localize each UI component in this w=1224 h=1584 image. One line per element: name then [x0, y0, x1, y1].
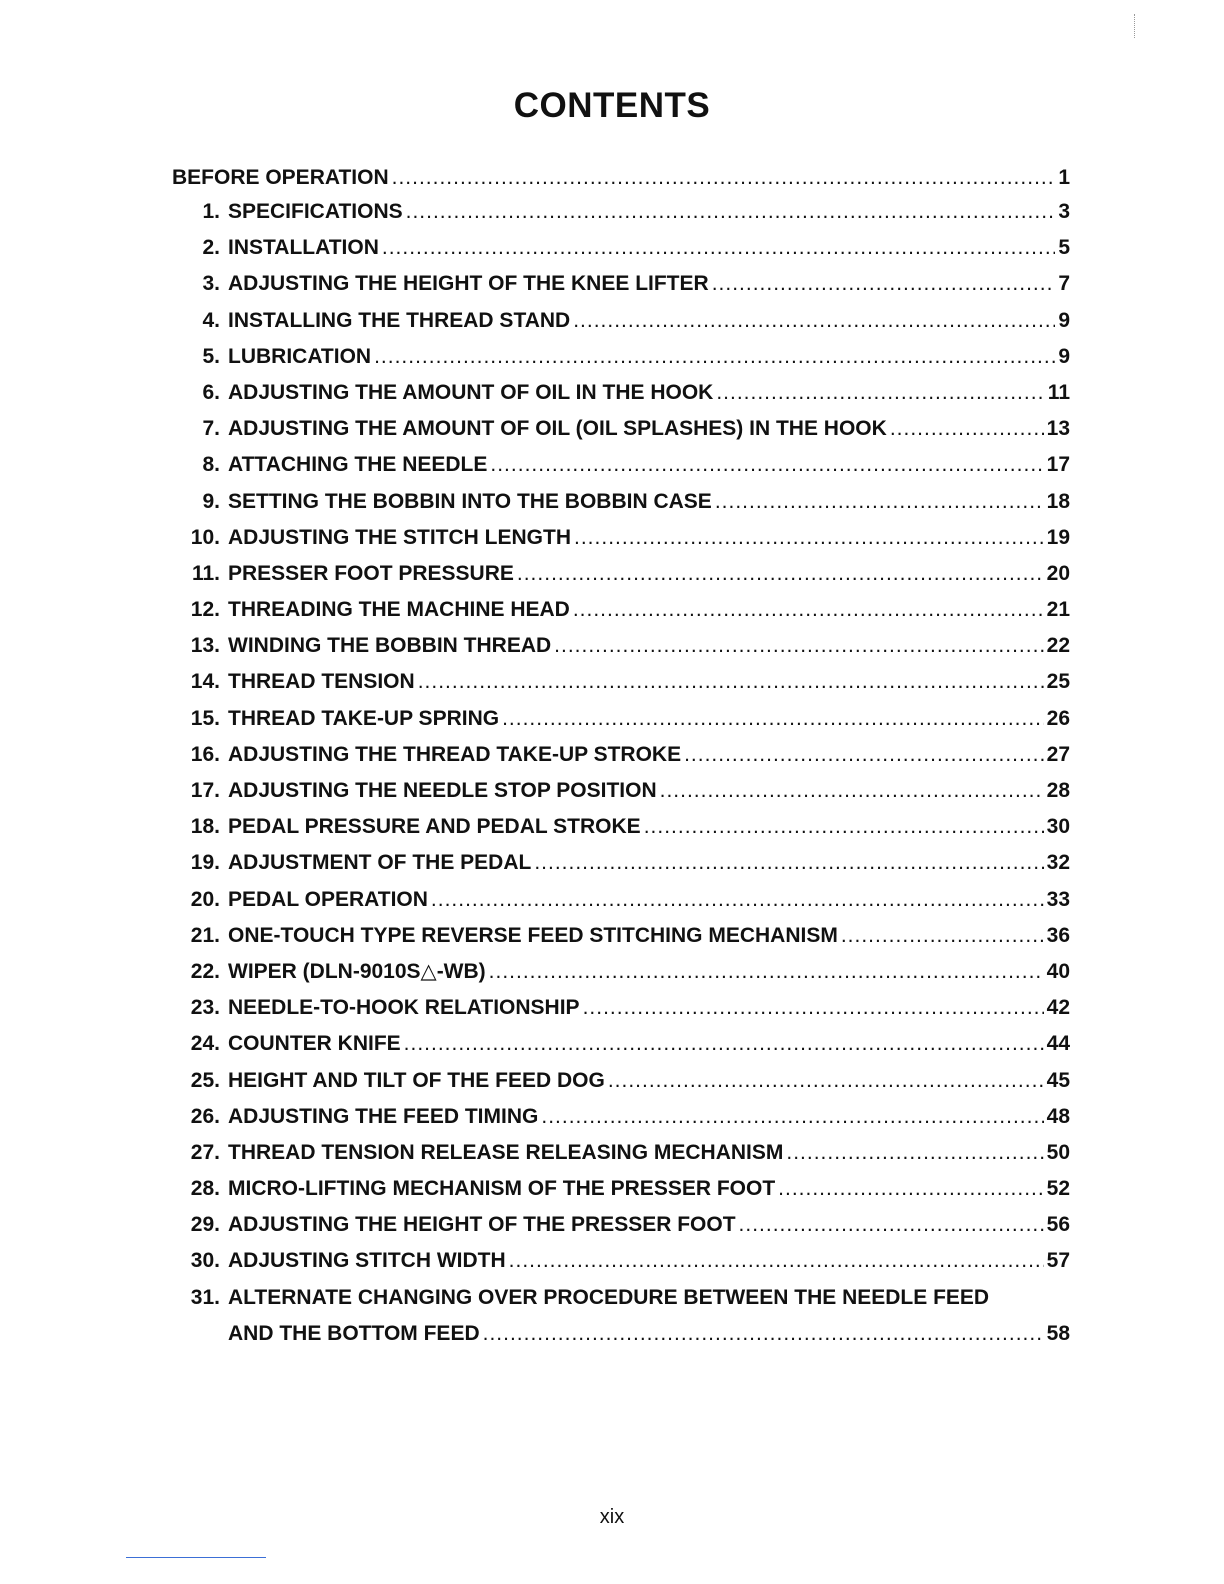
toc-row[interactable] — [172, 484, 1070, 520]
toc-leader-dots — [509, 1243, 1044, 1279]
toc-item-page: 26 — [1046, 706, 1070, 730]
toc-leader-dots — [483, 1316, 1044, 1352]
toc-item-page: 18 — [1046, 489, 1070, 513]
toc-row[interactable] — [172, 375, 1070, 411]
toc-item-label: ADJUSTING THE STITCH LENGTH — [228, 525, 572, 549]
toc-section-page: 1 — [1058, 166, 1070, 189]
page-number-footer: xix — [599, 1506, 625, 1528]
toc-row[interactable] — [172, 1063, 1070, 1099]
toc-item-label: ADJUSTING THE AMOUNT OF OIL (OIL SPLASHES) IN THE HOOK — [228, 417, 887, 441]
toc-item-label: SETTING THE BOBBIN INTO THE BOBBIN CASE — [228, 489, 712, 513]
toc-row[interactable] — [172, 1171, 1070, 1207]
toc-item-label: ONE-TOUCH TYPE REVERSE FEED STITCHING MECHANISM — [228, 923, 838, 947]
toc-row-continuation[interactable] — [172, 1316, 1070, 1352]
toc-leader-dots — [418, 664, 1044, 700]
toc-row[interactable] — [172, 990, 1070, 1026]
toc-item-number: 15. — [190, 706, 220, 730]
toc-row[interactable] — [172, 1207, 1070, 1243]
toc-item-label: INSTALLING THE THREAD STAND — [228, 308, 571, 332]
toc-leader-dots — [583, 990, 1044, 1026]
toc-item-page: 20 — [1046, 561, 1070, 585]
toc-item-number: 3. — [202, 272, 220, 296]
toc-leader-dots — [574, 520, 1044, 556]
toc-item-page: 44 — [1046, 1032, 1070, 1056]
toc-row[interactable] — [172, 411, 1070, 447]
toc-item-number: 6. — [202, 380, 220, 404]
toc-item-page: 19 — [1046, 525, 1070, 549]
toc-item-label: INSTALLATION — [228, 236, 379, 260]
toc-item-number: 16. — [190, 742, 220, 766]
toc-item-label: PEDAL OPERATION — [228, 887, 428, 911]
toc-item-label: COUNTER KNIFE — [228, 1032, 401, 1056]
toc-leader-dots — [841, 918, 1044, 954]
toc-leader-dots — [392, 162, 1056, 194]
toc-item-number: 19. — [190, 851, 220, 875]
toc-item-number: 18. — [190, 815, 220, 839]
toc-item-number: 17. — [190, 779, 220, 802]
toc-item-number: 28. — [190, 1177, 220, 1201]
toc-item-label: ADJUSTING STITCH WIDTH — [228, 1249, 506, 1273]
toc-section-label: BEFORE OPERATION — [172, 166, 389, 189]
toc-leader-dots — [541, 1099, 1043, 1135]
toc-section-row[interactable] — [172, 162, 1070, 194]
toc-leader-dots — [684, 737, 1044, 773]
table-of-contents — [172, 162, 1070, 1352]
toc-item-number: 29. — [190, 1213, 220, 1237]
toc-item-page: 48 — [1046, 1104, 1070, 1128]
toc-item-label: PRESSER FOOT PRESSURE — [228, 561, 514, 585]
toc-item-number: 22. — [190, 959, 220, 983]
toc-row[interactable] — [172, 701, 1070, 737]
toc-row[interactable] — [172, 230, 1070, 266]
toc-item-label: MICRO-LIFTING MECHANISM OF THE PRESSER FOOT — [228, 1177, 776, 1201]
toc-item-page: 11 — [1047, 380, 1070, 404]
toc-item-page: 13 — [1046, 417, 1070, 441]
toc-leader-dots — [716, 375, 1044, 411]
toc-item-label: HEIGHT AND TILT OF THE FEED DOG — [228, 1068, 605, 1092]
toc-item-label: ADJUSTING THE HEIGHT OF THE KNEE LIFTER — [228, 272, 709, 296]
toc-item-number: 25. — [190, 1068, 220, 1092]
toc-item-number: 23. — [190, 996, 220, 1020]
toc-item-page: 7 — [1058, 272, 1070, 296]
toc-item-label: ALTERNATE CHANGING OVER PROCEDURE BETWEEN THE NEEDLE FEED — [228, 1285, 990, 1309]
toc-row[interactable] — [172, 520, 1070, 556]
toc-item-number: 11. — [191, 561, 220, 585]
toc-leader-dots — [406, 194, 1056, 230]
toc-item-number: 31. — [190, 1285, 220, 1309]
footer-link-underline — [126, 1557, 266, 1558]
toc-item-page: 36 — [1046, 923, 1070, 947]
toc-row[interactable] — [172, 954, 1070, 990]
toc-item-label: THREAD TENSION RELEASE RELEASING MECHANISM — [228, 1140, 784, 1164]
toc-row[interactable] — [172, 266, 1070, 302]
toc-row[interactable] — [172, 737, 1070, 773]
toc-leader-dots — [404, 1026, 1044, 1062]
toc-row[interactable] — [172, 882, 1070, 918]
toc-row[interactable] — [172, 447, 1070, 483]
toc-item-label: LUBRICATION — [228, 344, 372, 368]
toc-item-number: 5. — [202, 344, 220, 368]
toc-row[interactable] — [172, 556, 1070, 592]
toc-item-label: NEEDLE-TO-HOOK RELATIONSHIP — [228, 996, 580, 1020]
toc-row[interactable] — [172, 1280, 1070, 1316]
toc-item-label: ADJUSTING THE NEEDLE STOP POSITION — [228, 779, 657, 802]
toc-item-page: 3 — [1058, 200, 1070, 223]
toc-item-label: ATTACHING THE NEEDLE — [228, 453, 488, 477]
toc-item-number: 30. — [190, 1249, 220, 1273]
toc-item-number: 4. — [202, 308, 220, 332]
toc-item-number: 14. — [190, 670, 220, 694]
toc-item-label: WIPER (DLN-9010S△-WB) — [228, 959, 486, 983]
toc-item-page: 33 — [1046, 887, 1070, 911]
toc-leader-dots — [490, 447, 1043, 483]
toc-row[interactable] — [172, 1243, 1070, 1279]
toc-item-label: WINDING THE BOBBIN THREAD — [228, 634, 552, 658]
toc-item-number: 8. — [202, 453, 220, 477]
toc-item-page: 52 — [1046, 1177, 1070, 1201]
toc-item-page: 56 — [1046, 1213, 1070, 1237]
toc-item-page: 58 — [1046, 1321, 1070, 1345]
toc-item-label: ADJUSTING THE AMOUNT OF OIL IN THE HOOK — [228, 380, 714, 404]
toc-item-page: 9 — [1058, 344, 1070, 368]
toc-row[interactable] — [172, 592, 1070, 628]
toc-leader-dots — [739, 1207, 1044, 1243]
toc-row[interactable] — [172, 845, 1070, 881]
toc-row[interactable] — [172, 664, 1070, 700]
toc-item-page: 21 — [1046, 598, 1070, 622]
toc-leader-dots — [534, 845, 1043, 881]
toc-item-page: 30 — [1046, 815, 1070, 839]
toc-item-page: 32 — [1046, 851, 1070, 875]
toc-row[interactable] — [172, 918, 1070, 954]
toc-item-label: THREAD TENSION — [228, 670, 415, 694]
toc-leader-dots — [660, 773, 1044, 809]
toc-row[interactable] — [172, 809, 1070, 845]
toc-item-label: ADJUSTING THE FEED TIMING — [228, 1104, 539, 1128]
toc-leader-dots — [573, 303, 1055, 339]
toc-leader-dots — [715, 484, 1044, 520]
toc-item-page: 25 — [1046, 670, 1070, 694]
toc-leader-dots — [890, 411, 1044, 447]
toc-item-page: 9 — [1058, 308, 1070, 332]
toc-row[interactable] — [172, 194, 1070, 230]
toc-row[interactable] — [172, 1099, 1070, 1135]
toc-row[interactable] — [172, 339, 1070, 375]
toc-item-number: 21. — [190, 923, 220, 947]
toc-leader-dots — [517, 556, 1044, 592]
toc-leader-dots — [644, 809, 1044, 845]
toc-item-label: PEDAL PRESSURE AND PEDAL STROKE — [228, 815, 641, 839]
toc-item-label: SPECIFICATIONS — [228, 200, 403, 223]
toc-leader-dots — [502, 701, 1044, 737]
toc-leader-dots — [374, 339, 1055, 375]
toc-item-number: 24. — [190, 1032, 220, 1056]
toc-item-page: 42 — [1046, 996, 1070, 1020]
toc-row[interactable] — [172, 303, 1070, 339]
toc-leader-dots — [489, 954, 1044, 990]
toc-row[interactable] — [172, 1026, 1070, 1062]
scan-mark — [1134, 14, 1136, 38]
toc-leader-dots — [608, 1063, 1044, 1099]
toc-item-label: THREAD TAKE-UP SPRING — [228, 706, 500, 730]
toc-item-page: 17 — [1046, 453, 1070, 477]
toc-item-page: 50 — [1046, 1140, 1070, 1164]
toc-leader-dots — [554, 628, 1043, 664]
toc-item-number: 13. — [190, 634, 220, 658]
toc-item-number: 1. — [202, 200, 220, 223]
toc-item-number: 10. — [190, 525, 220, 549]
toc-leader-dots — [778, 1171, 1043, 1207]
toc-item-number: 7. — [202, 417, 220, 441]
toc-item-number: 12. — [190, 598, 220, 622]
toc-item-page: 28 — [1046, 779, 1070, 802]
toc-leader-dots — [712, 266, 1056, 302]
toc-row[interactable] — [172, 1135, 1070, 1171]
toc-item-label: ADJUSTING THE HEIGHT OF THE PRESSER FOOT — [228, 1213, 736, 1237]
toc-item-number: 27. — [190, 1140, 220, 1164]
toc-item-page: 40 — [1046, 959, 1070, 983]
page-title: CONTENTS — [513, 86, 711, 125]
toc-item-page: 45 — [1046, 1068, 1070, 1092]
toc-item-label: ADJUSTMENT OF THE PEDAL — [228, 851, 532, 875]
toc-item-number: 26. — [190, 1104, 220, 1128]
toc-row[interactable] — [172, 628, 1070, 664]
toc-item-page: 57 — [1046, 1249, 1070, 1273]
toc-leader-dots — [573, 592, 1044, 628]
toc-leader-dots — [786, 1135, 1043, 1171]
toc-item-page: 22 — [1046, 634, 1070, 658]
toc-item-label: THREADING THE MACHINE HEAD — [228, 598, 570, 622]
toc-item-page: 27 — [1046, 742, 1070, 766]
toc-item-label-continuation: AND THE BOTTOM FEED — [228, 1321, 480, 1345]
toc-item-label: ADJUSTING THE THREAD TAKE-UP STROKE — [228, 742, 682, 766]
toc-leader-dots — [431, 882, 1044, 918]
toc-leader-dots — [382, 230, 1055, 266]
toc-item-page: 5 — [1058, 236, 1070, 260]
toc-item-number: 9. — [202, 489, 220, 513]
toc-item-number: 2. — [202, 236, 220, 260]
toc-item-number: 20. — [190, 887, 220, 911]
toc-row[interactable] — [172, 773, 1070, 809]
